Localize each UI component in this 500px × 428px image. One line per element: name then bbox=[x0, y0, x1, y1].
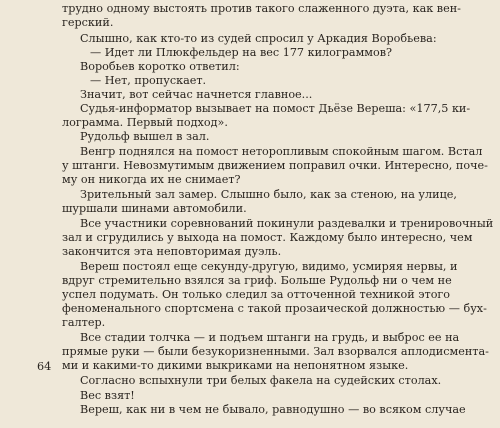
text-line: Судья-информатор вызывает на помост Дьёзе Вереша: «177,5 ки- bbox=[80, 102, 471, 115]
text-line: герский. bbox=[62, 16, 114, 29]
text-line: Все участники соревнований покинули раздевалки и тренировочный bbox=[80, 217, 494, 230]
text-line: — Нет, пропускает. bbox=[90, 74, 207, 87]
text-line: Значит, вот сейчас начнется главное... bbox=[80, 88, 313, 101]
text-line: — Идет ли Плюкфельдер на вес 177 килограммов? bbox=[90, 46, 393, 59]
text-line: лограмма. Первый подход». bbox=[62, 116, 228, 129]
text-line: Согласно вспыхнули три белых факела на судейских столах. bbox=[80, 374, 442, 387]
text-line: Вереш постоял еще секунду-другую, видимо, усмиряя нервы, и bbox=[80, 260, 458, 273]
text-line: Рудольф вышел в зал. bbox=[80, 130, 210, 143]
text-line: ми и какими-то дикими выкриками на непонятном языке. bbox=[62, 359, 409, 372]
text-line: Вереш, как ни в чем не бывало, равнодушно — во всяком случае bbox=[80, 403, 466, 416]
text-line: успел подумать. Он только следил за отточенной техникой этого bbox=[62, 288, 451, 301]
text-line: закончится эта неповторимая дуэль. bbox=[62, 245, 282, 258]
text-line: галтер. bbox=[62, 316, 106, 329]
text-line: Вес взят! bbox=[80, 389, 135, 402]
text-line: у штанги. Невозмутимым движением поправил очки. Интересно, поче- bbox=[62, 159, 488, 172]
text-line: Воробьев коротко ответил: bbox=[80, 60, 240, 73]
text-line: зал и сгрудились у выхода на помост. Каждому было интересно, чем bbox=[62, 231, 473, 244]
text-line: Все стадии толчка — и подъем штанги на грудь, и выброс ее на bbox=[80, 331, 460, 344]
text-line: Венгр поднялся на помост неторопливым спокойным шагом. Встал bbox=[80, 145, 483, 158]
text-line: му он никогда их не снимает? bbox=[62, 173, 241, 186]
page-number: 64 bbox=[37, 360, 52, 373]
text-line: шуршали шинами автомобили. bbox=[62, 202, 247, 215]
text-line: вдруг стремительно взялся за гриф. Больше Рудольф ни о чем не bbox=[62, 274, 452, 287]
text-line: феноменального спортсмена с такой прозаической должностью — бух- bbox=[62, 302, 487, 315]
text-line: Слышно, как кто-то из судей спросил у Аркадия Воробьева: bbox=[80, 32, 437, 45]
text-line: трудно одному выстоять против такого слаженного дуэта, как вен- bbox=[62, 2, 461, 15]
text-line: прямые руки — были безукоризненными. Зал взорвался аплодисмента- bbox=[62, 345, 489, 358]
text-line: Зрительный зал замер. Слышно было, как за стеною, на улице, bbox=[80, 188, 457, 201]
